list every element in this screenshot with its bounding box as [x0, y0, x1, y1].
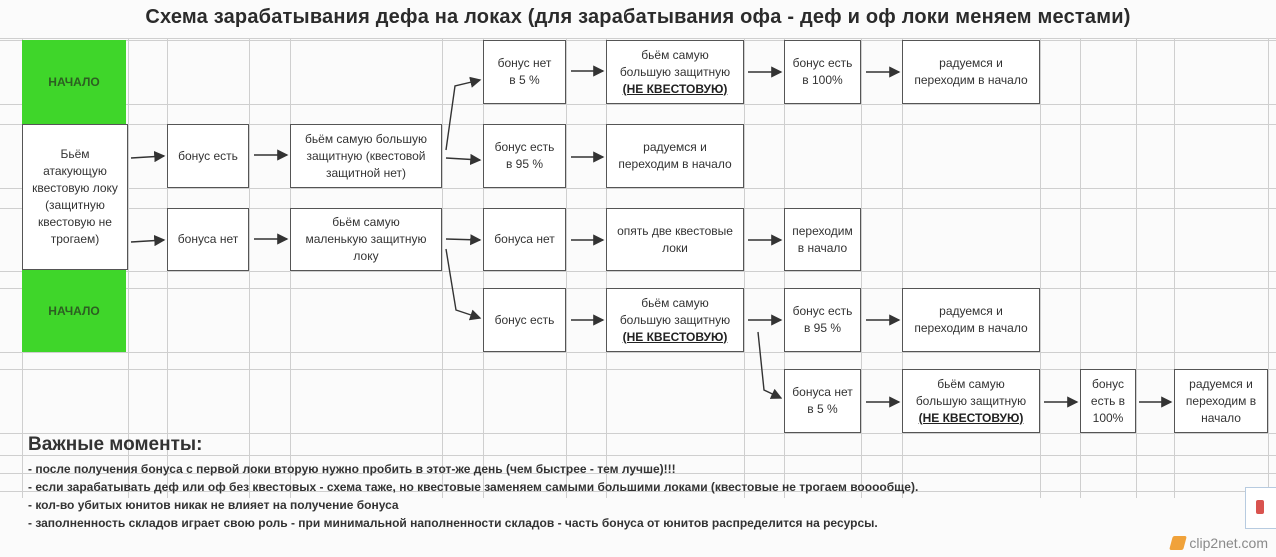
arrow-start-to-bonus-no	[131, 240, 164, 242]
box-text-line: защитную (квестовой	[306, 148, 426, 163]
box-text-line: большую защитную	[619, 312, 731, 327]
box-text-line: бонус есть	[792, 56, 853, 70]
box-text-line: радуемся и	[643, 140, 707, 154]
box-text-line: квестовую локу	[32, 181, 118, 195]
box-text-line: в 100%	[802, 73, 843, 87]
box-text-line: бонус есть	[494, 312, 555, 327]
box-text-line: защитной нет)	[326, 165, 406, 180]
box-text-line: в 95 %	[803, 321, 842, 335]
box-text-line: переходим в	[1185, 393, 1257, 408]
box-text-line: переходим в начало	[914, 321, 1028, 335]
box-text-line: бонуса нет	[177, 232, 239, 246]
box-text-line: бонус есть	[178, 148, 238, 163]
not-quest-emphasis: (НЕ КВЕСТОВУЮ)	[622, 329, 728, 344]
watermark	[1171, 535, 1268, 551]
box-text-line: бонус	[1091, 376, 1125, 391]
box-text-line: локу	[353, 249, 379, 263]
note-line-3: - кол-во убитых юнитов никак не влияет на получение бонуса	[28, 498, 399, 512]
arrow-biggest-to-bonus-no-5a	[446, 80, 480, 150]
box-text-line: большую защитную	[915, 393, 1027, 408]
clip2net-logo-icon	[1170, 536, 1188, 550]
box-text-line: радуемся и	[939, 56, 1003, 70]
watermark-text: clip2net.com	[1189, 535, 1268, 551]
box-text-line: переходим	[792, 223, 853, 238]
box-text-line: опять две квестовые	[617, 223, 733, 238]
box-text-line: в 95 %	[505, 157, 544, 171]
important-notes	[28, 434, 1228, 532]
box-text-line: радуемся и	[1189, 376, 1253, 391]
box-text-line: бонус есть	[792, 304, 853, 318]
box-text-line: 100%	[1092, 410, 1124, 425]
not-quest-emphasis: (НЕ КВЕСТОВУЮ)	[622, 81, 728, 96]
box-text-line: бьём самую	[332, 215, 400, 229]
box-text-line: бьём самую большую	[305, 131, 427, 146]
box-text-line: маленькую защитную	[305, 232, 427, 246]
box-text-line: в 5 %	[807, 402, 838, 416]
note-line-1: - после получения бонуса с первой локи вторую нужно пробить в этот-же день (чем быстрее - тем лучше)!!!	[28, 462, 676, 476]
box-text-line: трогаем)	[50, 232, 100, 246]
box-text-line: бонуса нет	[494, 232, 555, 246]
box-text-line: Бьём	[60, 147, 90, 161]
notes-title: Важные моменты:	[28, 434, 203, 455]
arrow-start-to-bonus-yes	[131, 156, 164, 158]
box-text-line: есть в	[1090, 393, 1126, 408]
arrow-big-b-to-5b	[758, 332, 781, 398]
pdf-corner-icon	[1245, 487, 1276, 529]
box-text-line: бонус нет	[497, 56, 552, 70]
box-text-line: переходим в начало	[618, 157, 732, 171]
box-text-line: локи	[662, 240, 688, 255]
box-text-line: большую защитную	[619, 64, 731, 79]
box-text-line: бонуса нет	[792, 385, 853, 399]
box-text-line: (защитную	[45, 198, 105, 212]
box-text-line: квестовую не	[38, 215, 112, 229]
arrow-smallest-to-bonus-yes-mid	[446, 249, 480, 318]
not-quest-emphasis: (НЕ КВЕСТОВУЮ)	[918, 410, 1024, 425]
box-text-line: в 5 %	[509, 73, 540, 87]
box-text-line: бьём самую	[937, 376, 1005, 391]
box-text-line: бьём самую	[641, 295, 709, 310]
arrow-smallest-to-bonus-no-mid	[446, 239, 480, 240]
start-block-bottom: НАЧАЛО	[22, 270, 126, 352]
diagram-title: Схема зарабатывания дефа на локах (для зарабатывания офа - деф и оф локи меняем местами)	[145, 6, 1131, 28]
note-line-4: - заполненность складов играет свою роль - при минимальной наполненности складов - часть бонуса от юнитов распределится на ресурсы.	[28, 516, 878, 530]
arrow-biggest-to-bonus-yes-95a	[446, 158, 480, 160]
box-text-line: атакующую	[43, 164, 107, 178]
box-text-line: радуемся и	[939, 304, 1003, 318]
box-text-line: бонус есть	[494, 140, 555, 154]
box-text-line: начало	[1201, 410, 1241, 425]
box-text-line: бьём самую	[641, 47, 709, 62]
box-text-line: в начало	[797, 240, 848, 255]
box-text-line: переходим в начало	[914, 73, 1028, 87]
start-block-top: НАЧАЛО	[22, 40, 126, 124]
note-line-2: - если зарабатывать деф или оф без квестовых - схема таже, но квестовые заменяем самыми большими локами (квестовые не трогаем вооообще).	[28, 480, 919, 494]
